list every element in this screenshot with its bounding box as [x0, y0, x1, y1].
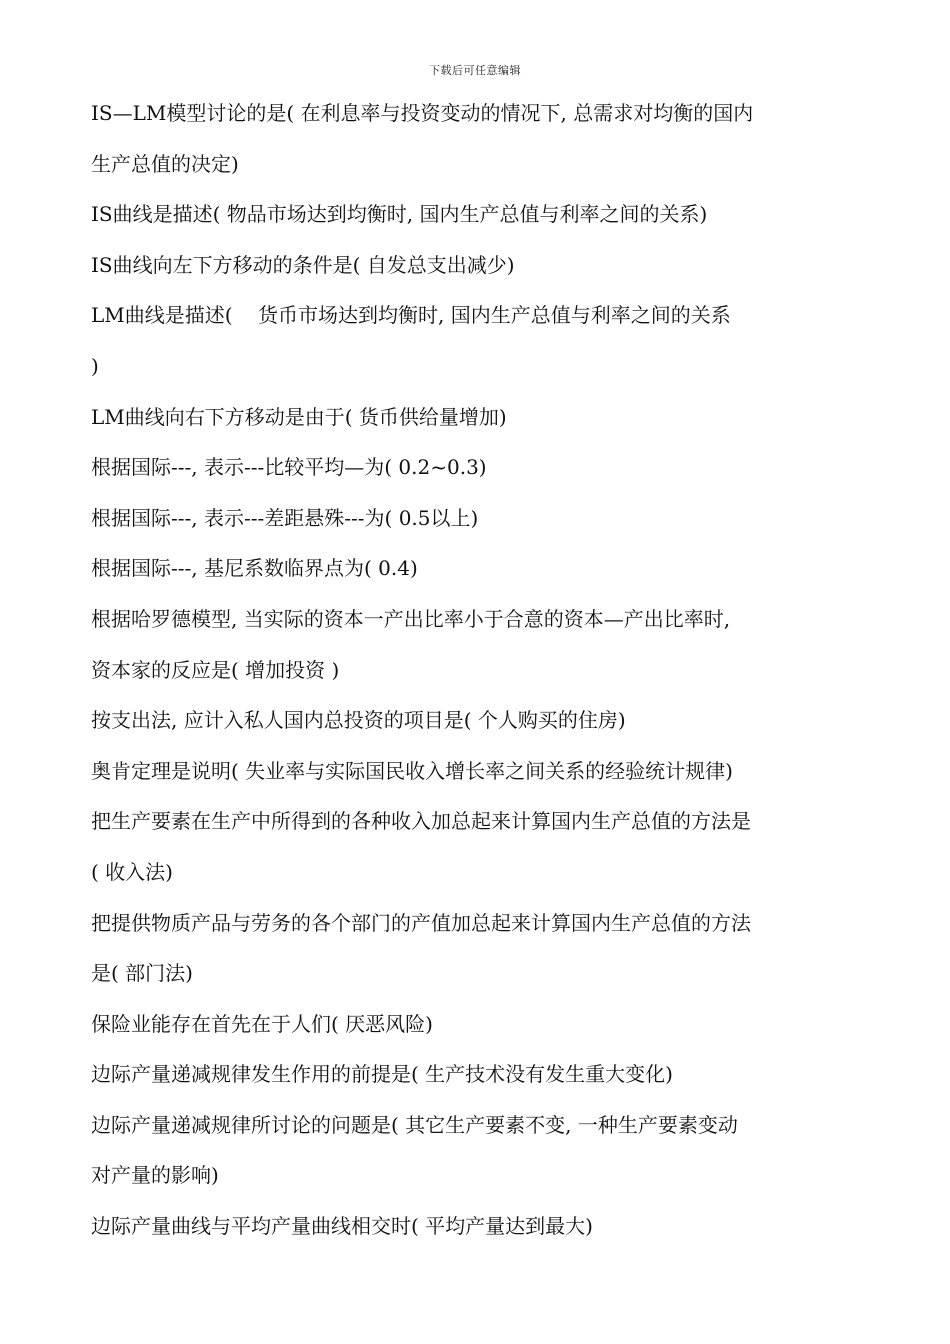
- text-line: LM曲线是描述( 货币市场达到均衡时, 国内生产总值与利率之间的关系: [91, 303, 731, 328]
- text-line: LM曲线向右下方移动是由于( 货币供给量增加): [91, 404, 507, 429]
- text-line: 边际产量曲线与平均产量曲线相交时( 平均产量达到最大): [91, 1214, 593, 1239]
- text-line: 把提供物质产品与劳务的各个部门的产值加总起来计算国内生产总值的方法: [91, 910, 751, 935]
- text-line: IS—LM模型讨论的是( 在利息率与投资变动的情况下, 总需求对均衡的国内: [91, 101, 754, 125]
- text-line: 边际产量递减规律所讨论的问题是( 其它生产要素不变, 一种生产要素变动: [91, 1112, 738, 1137]
- text-line: 奥肯定理是说明( 失业率与实际国民收入增长率之间关系的经验统计规律): [91, 758, 733, 783]
- text-line: 资本家的反应是( 增加投资 ): [91, 657, 340, 682]
- text-line: ( 收入法): [91, 859, 173, 884]
- text-line: 对产量的影响): [91, 1163, 219, 1188]
- text-line: 根据国际---, 基尼系数临界点为( 0.4): [91, 556, 418, 581]
- text-line: ): [91, 353, 99, 378]
- text-line: 根据哈罗德模型, 当实际的资本一产出比率小于合意的资本—产出比率时,: [91, 606, 731, 631]
- text-line: 根据国际---, 表示---比较平均—为( 0.2~0.3): [91, 455, 487, 480]
- document-body: [91, 88, 861, 1252]
- text-line: IS曲线是描述( 物品市场达到均衡时, 国内生产总值与利率之间的关系): [91, 202, 708, 227]
- text-line: 生产总值的决定): [91, 151, 239, 176]
- text-line: 保险业能存在首先在于人们( 厌恶风险): [91, 1011, 433, 1036]
- text-line: IS曲线向左下方移动的条件是( 自发总支出减少): [91, 252, 515, 277]
- text-line: 是( 部门法): [91, 961, 193, 986]
- text-line: 根据国际---, 表示---差距悬殊---为( 0.5以上): [91, 505, 479, 530]
- text-line: 按支出法, 应计入私人国内总投资的项目是( 个人购买的住房): [91, 708, 626, 733]
- page-header: 下载后可任意编辑: [429, 64, 521, 77]
- text-line: 边际产量递减规律发生作用的前提是( 生产技术没有发生重大变化): [91, 1062, 673, 1087]
- text-line: 把生产要素在生产中所得到的各种收入加总起来计算国内生产总值的方法是: [91, 809, 751, 834]
